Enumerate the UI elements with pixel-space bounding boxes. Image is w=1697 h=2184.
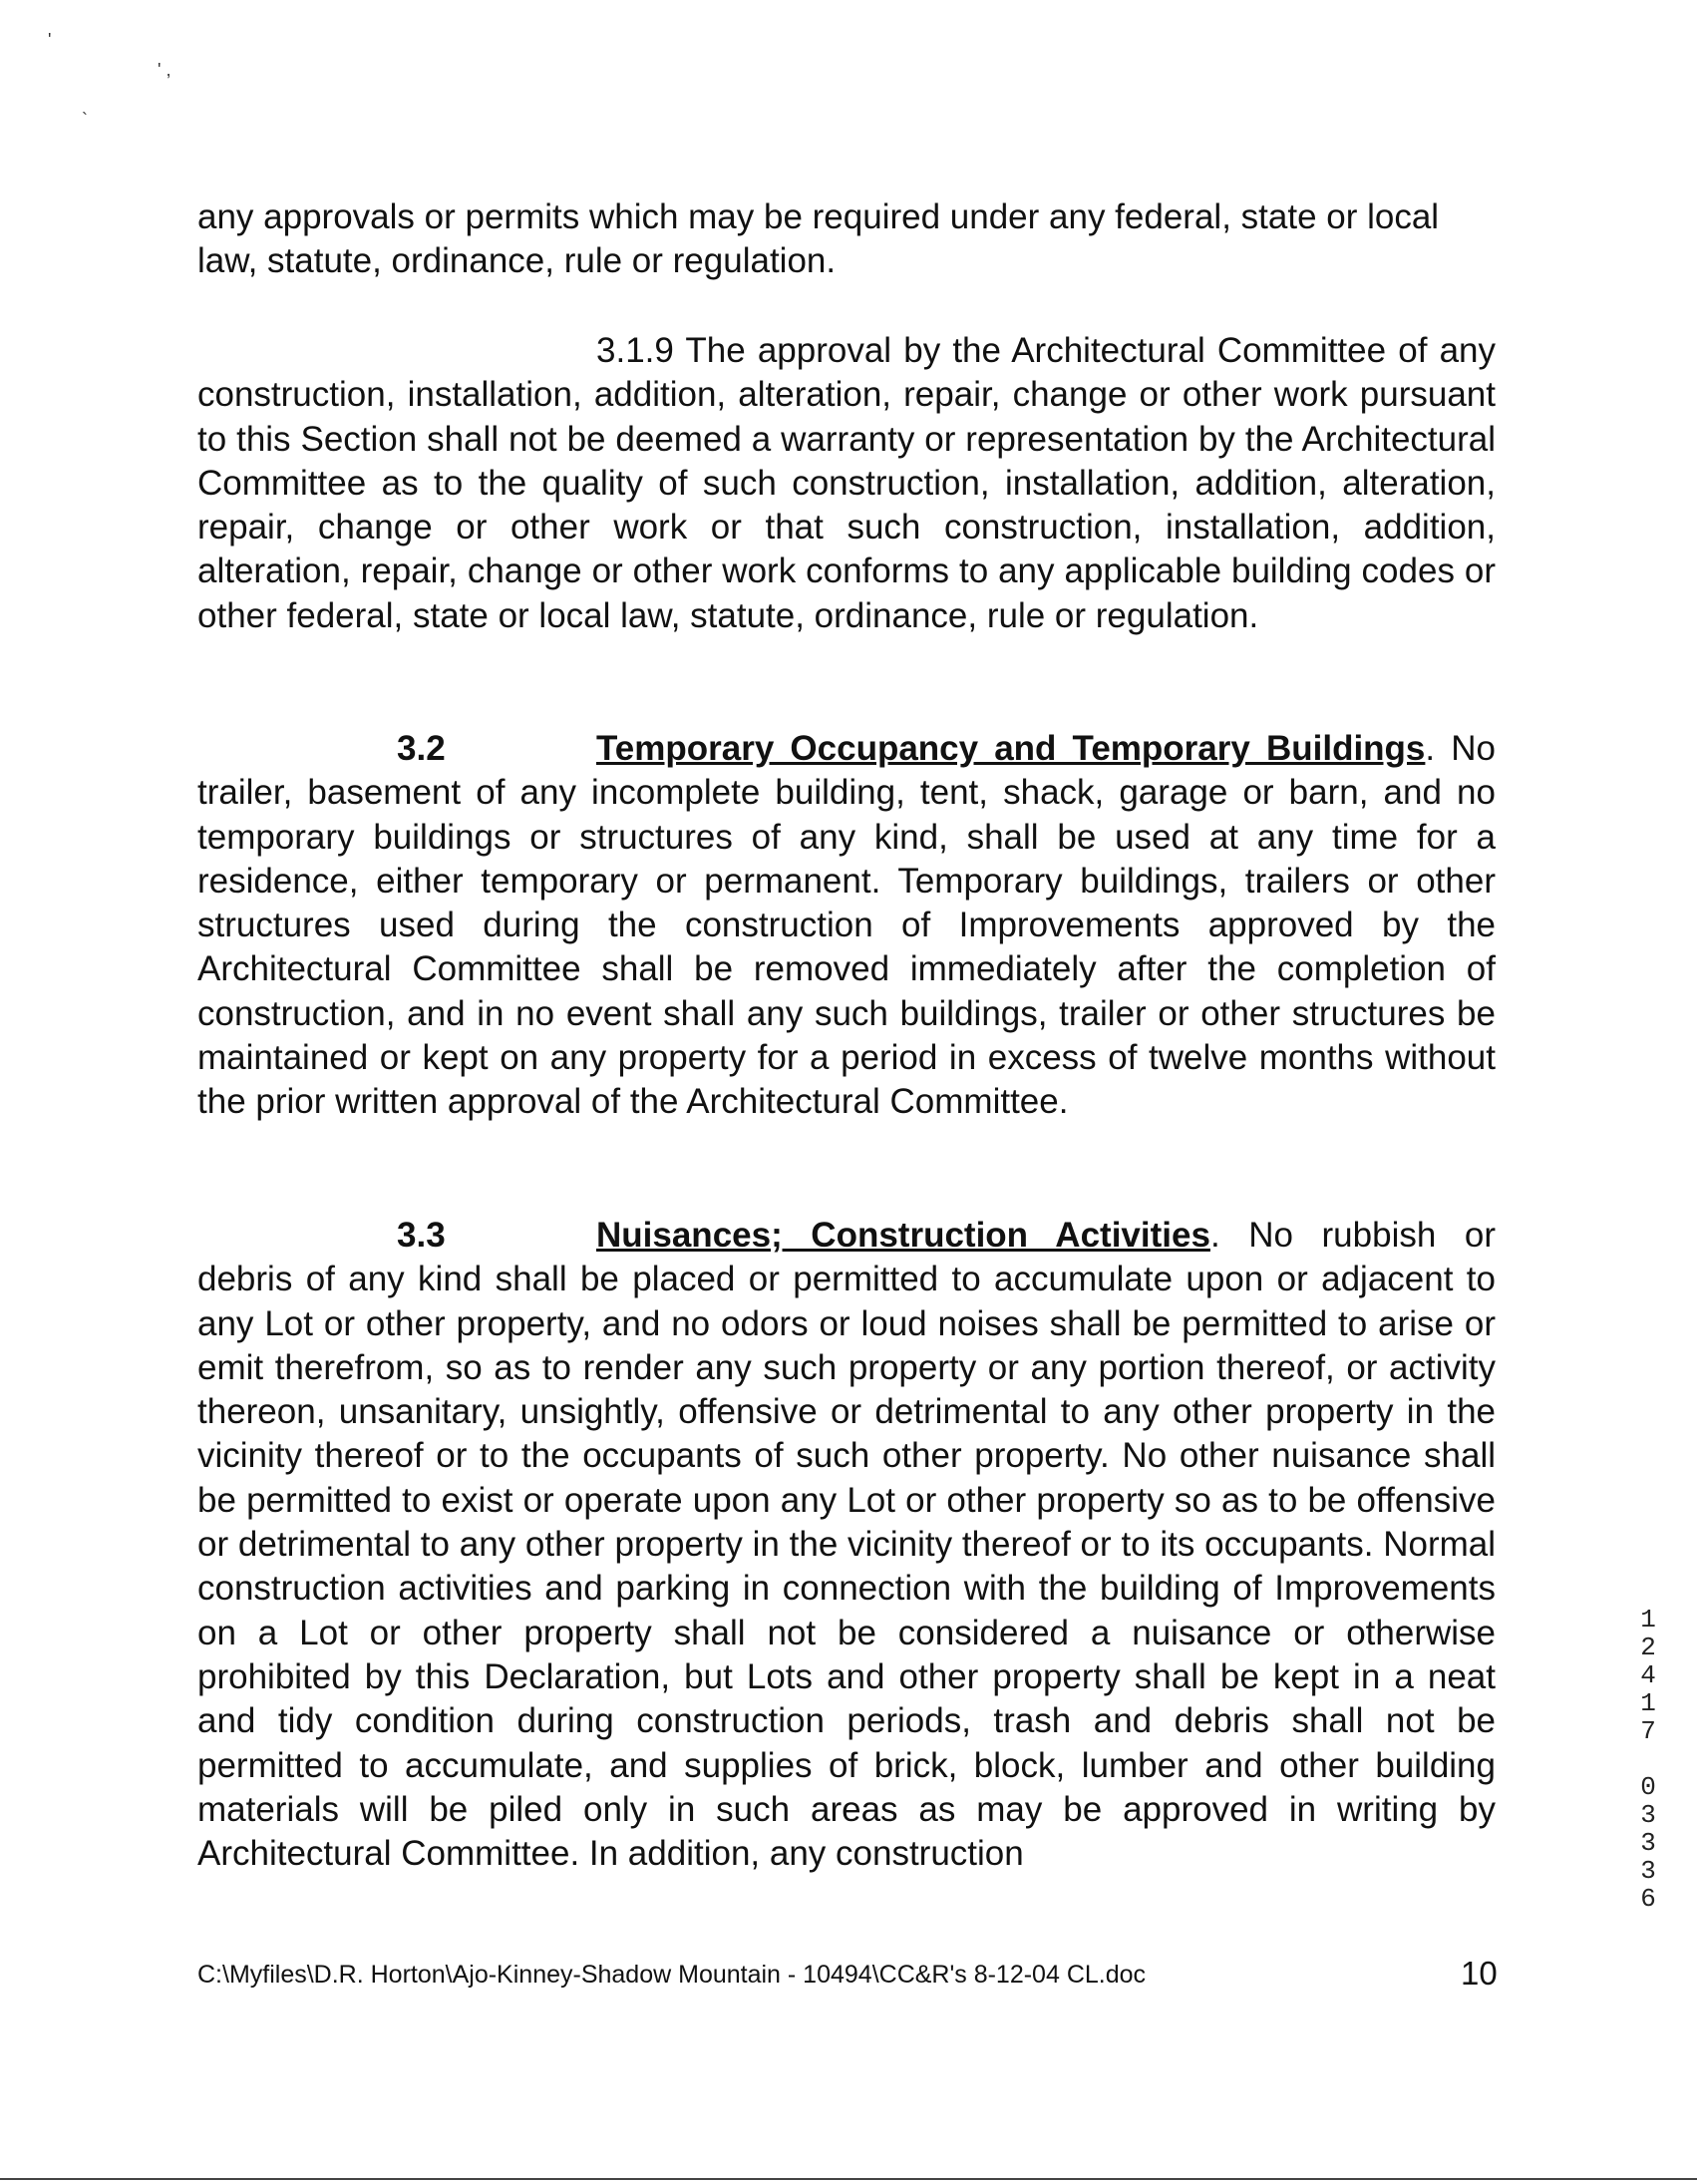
stamp-digit: 1 [1640,1688,1656,1718]
section-body: . No rubbish or debris of any kind shall be placed or permitted to accumulate upon or adjacent to any Lot or other property, and no odors or loud noises shall be permitted to arise or emit therefrom, so as to render any such property or any portion thereof, or activity thereon, unsanitary, unsightly, offensive or detrimental to any other property in the vicinity thereof or to the occupants of such other property. No other nuisance shall be permitted to exist or operate upon any Lot or other property so as to be offensive or detrimental to any other property in the vicinity thereof or to its occupants. Normal construction activities and parking in connection with the building of Improvements on a Lot or other property shall not be considered a nuisance or otherwise prohibited by this Declaration, but Lots and other property shall be kept in a neat and tidy condition during construction periods, trash and debris shall not be permitted to accumulate, and supplies of brick, block, lumber and other building materials will be piled only in such areas as may be approved in writing by Architectural Committee. In addition, any construction [197,1216,1496,1874]
stamp-digit: 4 [1640,1660,1656,1690]
section-title: Nuisances; Construction Activities [596,1216,1210,1255]
scan-speck: ' , [158,60,171,80]
section-number: 3.2 [397,729,446,768]
scan-speck: ` [82,110,88,130]
scan-speck: ' [48,30,52,50]
section-title: Temporary Occupancy and Temporary Buildings [596,729,1426,768]
stamp-digit: 2 [1640,1633,1656,1662]
section-3-3 [197,1214,1496,1876]
stamp-digit: 7 [1640,1716,1656,1746]
section-number: 3.3 [397,1216,446,1255]
section-body: . No trailer, basement of any incomplete building, tent, shack, garage or barn, and no temporary buildings or structures of any kind, shall be used at any time for a residence, either temporary or permanent. Temporary buildings, trailers or other structures used during the construction of Improvements approved by the Architectural Committee shall be removed immediately after the completion of construction, and in no event shall any such buildings, trailer or other structures be maintained or kept on any property for a period in excess of twelve months without the prior written approval of the Architectural Committee. [197,729,1496,1122]
stamp-digit: 3 [1640,1856,1656,1886]
recording-stamp [1637,1606,1659,1913]
stamp-digit: 3 [1640,1828,1656,1858]
stamp-digit: 3 [1640,1800,1656,1830]
stamp-gap [1637,1745,1659,1773]
scan-edge-line [0,2178,1697,2180]
page-number: 10 [1461,1955,1498,1992]
paragraph-continuation: any approvals or permits which may be required under any federal, state or local law, statute, ordinance, rule or regulation. [197,197,1440,281]
stamp-digit: 1 [1640,1605,1656,1635]
stamp-digit: 0 [1640,1772,1656,1802]
section-3-2 [197,727,1496,1125]
footer-file-path: C:\Myfiles\D.R. Horton\Ajo-Kinney-Shadow Mountain - 10494\CC&R's 8-12-04 CL.doc [197,1961,1147,1989]
paragraph-3-1-9: 3.1.9 The approval by the Architectural Committee of any construction, installation, addition, alteration, repair, change or other work pursuant to this Section shall not be deemed a warranty or representation by the Architectural Committee as to the quality of such construction, installation, addition, alteration, repair, change or other work or that such construction, installation, addition, alteration, repair, change or other work conforms to any applicable building codes or other federal, state or local law, statute, ordinance, rule or regulation. [197,331,1496,635]
stamp-digit: 6 [1640,1884,1656,1914]
